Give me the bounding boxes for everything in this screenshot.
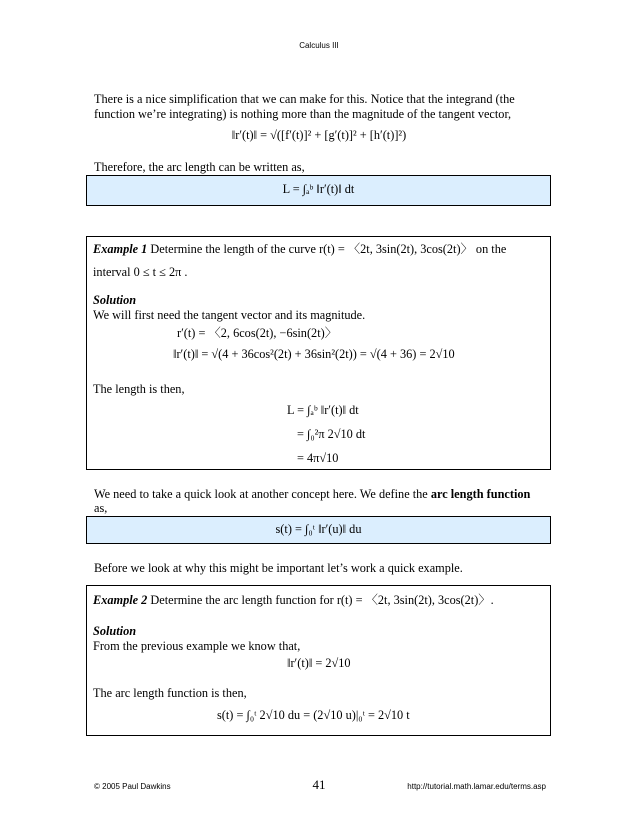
arc-fn-line-1-text: We need to take a quick look at another concept here. We define the [94,487,431,501]
example-1-length-eq-2: = ∫₀²π 2√10 dt [297,427,366,441]
arc-length-formula: L = ∫ₐᵇ ‖r′(t)‖ dt [282,182,355,196]
example-1-box [86,236,551,470]
example-1-label: Example 1 [93,242,148,256]
arc-length-function-box [86,516,551,544]
example-2-fn-intro: The arc length function is then, [93,686,247,700]
example-2-box [86,585,551,736]
arc-fn-line-1 [94,487,550,502]
example-2-sol-line-1: From the previous example we know that, [93,639,301,653]
example-2-arc-fn-eq: s(t) = ∫₀ᵗ 2√10 du = (2√10 u)|₀ᵗ = 2√10 t [217,708,410,722]
footer-copyright: © 2005 Paul Dawkins [94,782,171,791]
example-1-length-eq-3: = 4π√10 [297,451,339,465]
example-1-solution-label: Solution [93,293,137,307]
example-1-prompt: Determine the length of the curve r(t) = 〈2t, 3sin(2t), 3cos(2t)〉 on the [150,242,507,256]
arc-length-formula-box [86,175,551,206]
intro-line-2: function we’re integrating) is nothing more than the magnitude of the tangent vector, [94,107,512,121]
example-1-interval: interval 0 ≤ t ≤ 2π . [93,265,188,279]
intro-line-1: There is a nice simplification that we can make for this. Notice that the integrand (the [94,92,515,106]
example-2-solution-label: Solution [93,624,137,638]
page-header: Calculus III [299,41,339,50]
example-2-magnitude-eq: ‖r′(t)‖ = 2√10 [287,656,351,670]
example-2-prompt-line [93,593,543,608]
therefore-text: Therefore, the arc length can be written as, [94,160,305,174]
example-1-sol-line-1: We will first need the tangent vector and its magnitude. [93,308,366,322]
example-1-length-intro: The length is then, [93,382,185,396]
arc-length-function-term: arc length function [430,487,531,501]
footer-page-number: 41 [312,777,326,792]
before-example-text: Before we look at why this might be important let’s work a quick example. [94,561,463,575]
footer-url[interactable]: http://tutorial.math.lamar.edu/terms.asp [407,782,546,791]
example-1-prompt-line [93,242,543,257]
example-2-prompt: Determine the arc length function for r(t) = 〈2t, 3sin(2t), 3cos(2t)〉. [150,593,494,607]
example-2-label: Example 2 [93,593,148,607]
example-1-length-eq-1: L = ∫ₐᵇ ‖r′(t)‖ dt [287,403,359,417]
example-1-tangent-eq: r′(t) = 〈2, 6cos(2t), −6sin(2t)〉 [177,326,337,340]
arc-length-function-eq: s(t) = ∫₀ᵗ ‖r′(u)‖ du [275,522,362,536]
arc-fn-line-2: as, [94,501,108,515]
magnitude-equation: ‖r′(t)‖ = √([f′(t)]² + [g′(t)]² + [h′(t)]²) [231,128,407,142]
example-1-magnitude-eq: ‖r′(t)‖ = √(4 + 36cos²(2t) + 36sin²(2t)) = √(4 + 36) = 2√10 [173,347,455,361]
